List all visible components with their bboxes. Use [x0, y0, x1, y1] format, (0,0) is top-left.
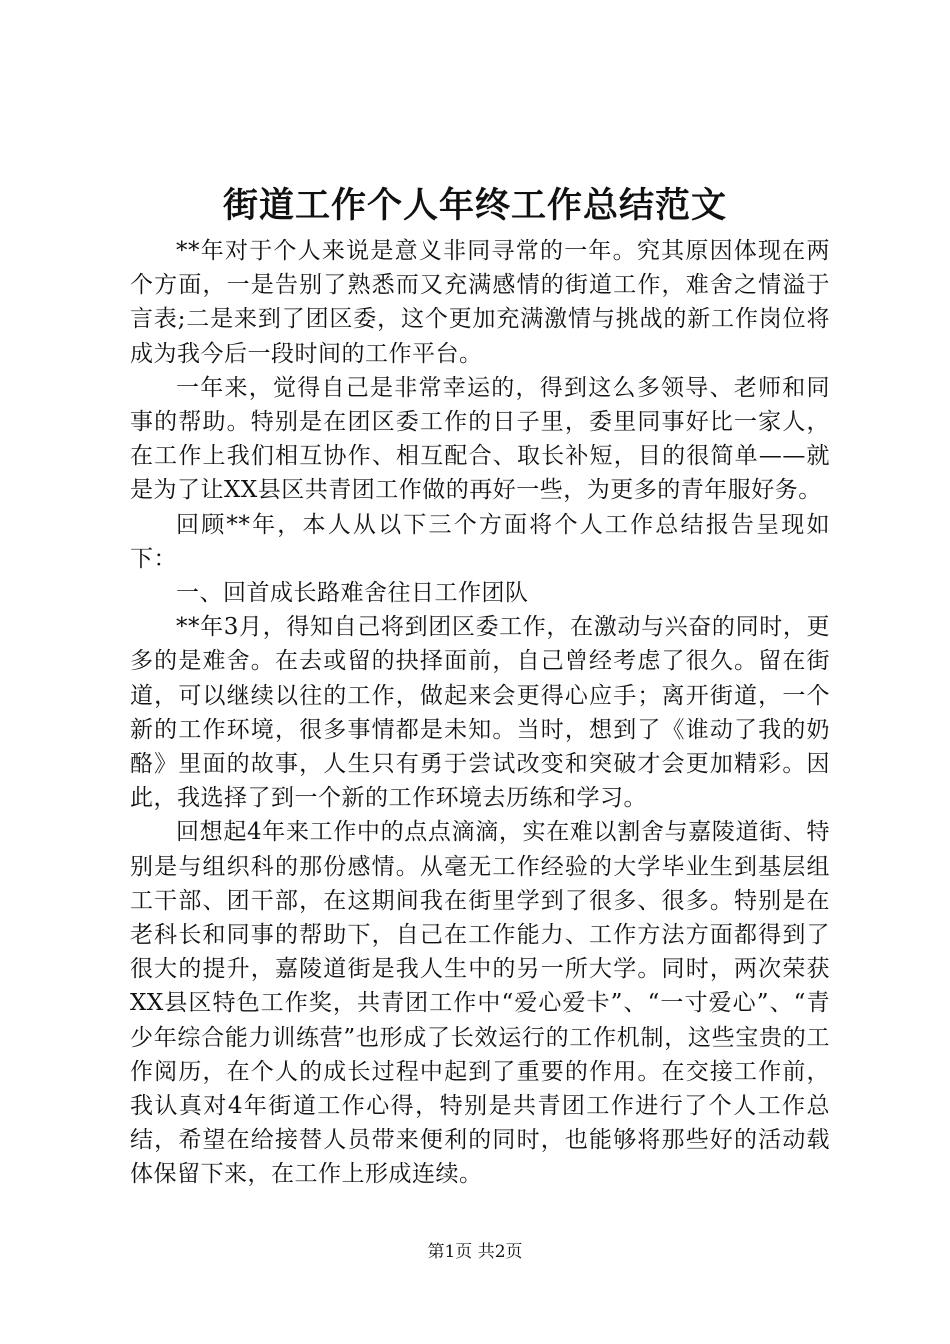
page-title: 街道工作个人年终工作总结范文 [222, 185, 727, 226]
paragraph: 回顾**年，本人从以下三个方面将个人工作总结报告呈现如下： [130, 511, 830, 572]
paragraph: 一年来，觉得自己是非常幸运的，得到这么多领导、老师和同事的帮助。特别是在团区委工作的日子里，委里同事好比一家人，在工作上我们相互协作、相互配合、取长补短，目的很简单——就是为了让XX县区共青团工作做的再好一些，为更多的青年服好务。 [130, 374, 830, 504]
paragraph: 回想起4年来工作中的点点滴滴，实在难以割舍与嘉陵道街、特别是与组织科的那份感情。从毫无工作经验的大学毕业生到基层组工干部、团干部，在这期间我在街里学到了很多、很多。特别是在老科长和同事的帮助下，自己在工作能力、工作方法方面都得到了很大的提升，嘉陵道街是我人生中的另一所大学。同时，两次荣获XX县区特色工作奖，共青团工作中“爱心爱卡”、“一寸爱心”、“青少年综合能力训练营”也形成了长效运行的工作机制，这些宝贵的工作阅历，在个人的成长过程中起到了重要的作用。在交接工作前，我认真对4年街道工作心得，特别是共青团工作进行了个人工作总结，希望在给接替人员带来便利的同时，也能够将那些好的活动载体保留下来，在工作上形成连续。 [130, 819, 830, 1188]
page-footer: 第1页 共2页 [427, 1242, 523, 1262]
paragraph: **年对于个人来说是意义非同寻常的一年。究其原因体现在两个方面，一是告别了熟悉而又充满感情的街道工作，难舍之情溢于言表;二是来到了团区委，这个更加充满激情与挑战的新工作岗位将成为我今后一段时间的工作平台。 [130, 238, 830, 367]
section-heading: 一、回首成长路难舍往日工作团队 [176, 580, 529, 607]
document-body [130, 234, 830, 1192]
paragraph: **年3月，得知自己将到团区委工作，在激动与兴奋的同时，更多的是难舍。在去或留的抉择面前，自己曾经考虑了很久。留在街道，可以继续以往的工作，做起来会更得心应手；离开街道，一个新的工作环境，很多事情都是未知。当时，想到了《谁动了我的奶酪》里面的故事，人生只有勇于尝试改变和突破才会更加精彩。因此，我选择了到一个新的工作环境去历练和学习。 [130, 614, 830, 812]
